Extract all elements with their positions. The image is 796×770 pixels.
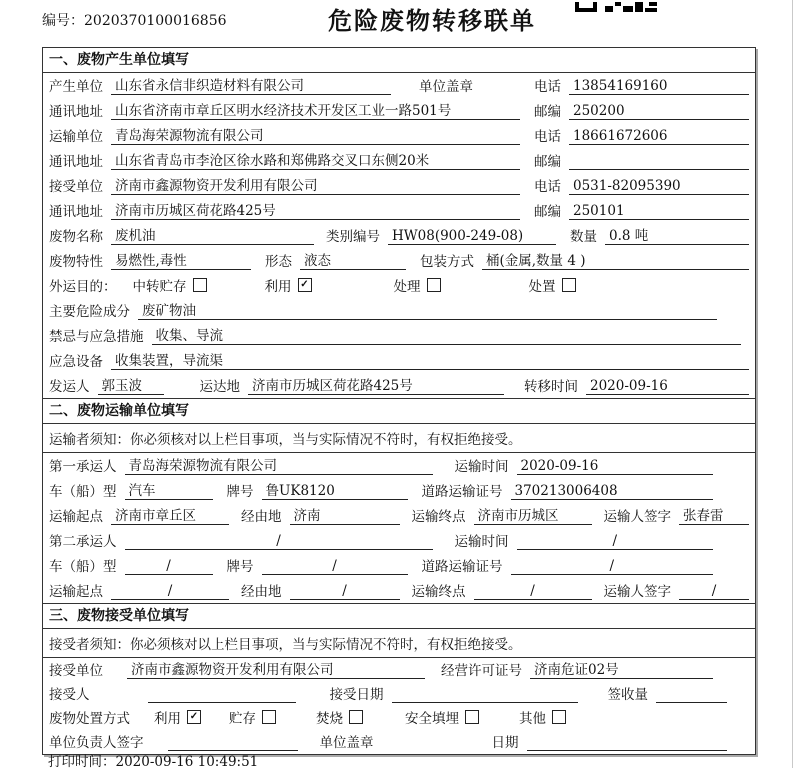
row-acceptor (43, 682, 755, 706)
vehicle1-value-field: 汽车 (125, 483, 213, 500)
addr2-label: 通讯地址 (49, 154, 103, 170)
vehicle1-label: 车（船）型 (49, 484, 117, 500)
license-value-field: 济南危证02号 (530, 662, 713, 679)
plate2-label: 牌号 (226, 559, 254, 575)
transfer-time-value-field: 2020-09-16 (586, 378, 749, 395)
plate2-value-field: / (262, 558, 408, 575)
row-route1 (43, 503, 755, 528)
transporter-sign1-value-field: 张春雷 (679, 508, 749, 525)
phone1-label: 电话 (534, 79, 561, 95)
page-title: 危险废物转移联单 (328, 6, 536, 35)
row-waste-name (43, 223, 755, 248)
row-transfer-purpose (43, 273, 755, 298)
row-receiver-address (43, 198, 755, 223)
row-receiver-unit (43, 173, 755, 198)
date-value-field (527, 750, 728, 751)
section3-header: 三、废物接受单位填写 (43, 603, 755, 629)
carrier-value-field: 青岛海荣源物流有限公司 (111, 128, 520, 145)
transfer-manifest-form (42, 47, 756, 755)
disposal-storage-checkbox (262, 710, 276, 724)
phone3-value-field: 0531-82095390 (569, 178, 749, 195)
quantity-value-field: 0.8 吨 (605, 228, 749, 245)
disposal-option-utilize (154, 707, 201, 727)
transporter-sign1-label: 运输人签字 (603, 509, 671, 525)
plate1-label: 牌号 (226, 484, 254, 500)
second-carrier-label: 第二承运人 (49, 534, 117, 550)
date-label: 日期 (491, 735, 519, 751)
via2-value-field: / (290, 583, 400, 600)
transporter-notice (43, 424, 755, 453)
receiving-unit-value-field: 济南市鑫源物资开发利用有限公司 (127, 662, 425, 679)
carrier-label: 运输单位 (49, 129, 103, 145)
row-producer-address (43, 98, 755, 123)
disposal-incinerate-checkbox (349, 710, 363, 724)
disposal-other-label: 其他 (519, 711, 546, 727)
waste-name-value-field: 废机油 (111, 228, 314, 245)
transfer-time-label: 转移时间 (524, 379, 578, 395)
equipment-label: 应急设备 (49, 354, 103, 370)
section1-header: 一、废物产生单位填写 (43, 48, 755, 73)
endpoint2-label: 运输终点 (411, 584, 466, 600)
purpose-utilize-label: 利用 (264, 279, 292, 295)
purpose-transit-storage-checkbox (193, 278, 207, 292)
vehicle2-value-field: / (125, 558, 213, 575)
unit-seal2-label: 单位盖章 (319, 735, 374, 751)
transporter-sign2-value-field: / (679, 583, 749, 600)
row-transport-unit (43, 123, 755, 148)
signed-amount-value-field (656, 702, 727, 703)
row-receiving-unit (43, 658, 755, 682)
purpose-option-treat (394, 275, 441, 295)
row-vehicle2 (43, 553, 755, 578)
purpose-transit-storage-label: 中转贮存 (132, 279, 187, 295)
phone2-value-field: 18661672606 (569, 128, 749, 145)
disposal-label: 废物处置方式 (49, 711, 130, 727)
purpose-dispose-checkbox (562, 278, 576, 292)
print-time-label: 打印时间： (48, 754, 116, 770)
print-time (48, 750, 258, 770)
receiver-notice-text: 你必须核对以上栏目事项，当与实际情况不符时，有权拒绝接受。 (130, 637, 522, 653)
qr-code-fragment (575, 0, 657, 16)
via1-label: 经由地 (241, 509, 282, 525)
row-first-carrier (43, 453, 755, 478)
origin2-label: 运输起点 (49, 584, 103, 600)
road-permit1-label: 道路运输证号 (421, 484, 503, 500)
zip1-value-field: 250200 (569, 103, 749, 120)
purpose-dispose-label: 处置 (528, 279, 556, 295)
destination-value-field: 济南市历城区荷花路425号 (248, 378, 504, 395)
acceptor-label: 接受人 (49, 687, 90, 703)
transporter-notice-label: 运输者须知： (49, 432, 130, 448)
row-waste-trait (43, 248, 755, 273)
print-time-value: 2020-09-16 10:49:51 (115, 754, 259, 770)
endpoint1-label: 运输终点 (411, 509, 466, 525)
license-label: 经营许可证号 (441, 663, 522, 679)
endpoint2-value-field: / (474, 583, 592, 600)
unit-seal-label: 单位盖章 (419, 79, 473, 95)
form-label: 形态 (265, 254, 292, 270)
document-number-label: 编号： (42, 13, 84, 29)
row-disposal-method (43, 706, 755, 730)
disposal-landfill-checkbox (465, 710, 479, 724)
addr3-value-field: 济南市历城区荷花路425号 (111, 203, 520, 220)
acceptor-value-field (148, 702, 296, 703)
signed-amount-label: 签收量 (607, 687, 648, 703)
via2-label: 经由地 (241, 584, 282, 600)
disposal-option-other (519, 707, 566, 727)
via1-value-field: 济南 (290, 508, 400, 525)
accept-date-value-field (392, 702, 578, 703)
disposal-landfill-label: 安全填埋 (405, 711, 459, 727)
disposal-incinerate-label: 焚烧 (316, 711, 343, 727)
purpose-option-transit-storage (133, 275, 207, 295)
disposal-option-landfill (405, 707, 479, 727)
packing-value-field: 桶(金属,数量 4 ) (482, 253, 749, 270)
zip2-value-field (569, 169, 749, 170)
receiver-value-field: 济南市鑫源物资开发利用有限公司 (111, 178, 520, 195)
category-label: 类别编号 (326, 229, 380, 245)
disposal-option-incinerate (316, 707, 363, 727)
receiver-notice-label: 接受者须知： (49, 637, 130, 653)
zip2-label: 邮编 (534, 154, 561, 170)
first-carrier-label: 第一承运人 (49, 459, 117, 475)
addr1-value-field: 山东省济南市章丘区明水经济技术开发区工业一路501号 (111, 103, 520, 120)
quantity-label: 数量 (570, 229, 597, 245)
first-carrier-value-field: 青岛海荣源物流有限公司 (125, 458, 433, 475)
vehicle2-label: 车（船）型 (49, 559, 117, 575)
row-emergency-equipment (43, 348, 755, 373)
phone2-label: 电话 (534, 129, 561, 145)
road-permit2-value-field: / (511, 558, 714, 575)
receiver-label: 接受单位 (49, 179, 103, 195)
receiving-unit-label: 接受单位 (49, 663, 103, 679)
disposal-other-checkbox (552, 710, 566, 724)
purpose-treat-label: 处理 (393, 279, 421, 295)
document-number (42, 10, 227, 30)
transport-time2-value-field: / (517, 533, 714, 550)
purpose-treat-checkbox (427, 278, 441, 292)
row-shipper (43, 373, 755, 398)
origin1-value-field: 济南市章丘区 (111, 508, 229, 525)
phone1-value-field: 13854169160 (569, 78, 749, 95)
plate1-value-field: 鲁UK8120 (262, 483, 408, 500)
producer-label: 产生单位 (49, 79, 103, 95)
second-carrier-value-field: / (125, 533, 433, 550)
disposal-option-storage (229, 707, 276, 727)
addr2-value-field: 山东省青岛市李沧区徐水路和郑佛路交叉口东侧20米 (111, 153, 520, 170)
transport-time1-label: 运输时间 (454, 459, 509, 475)
road-permit2-label: 道路运输证号 (421, 559, 503, 575)
accept-date-label: 接受日期 (329, 687, 384, 703)
row-producer (43, 73, 755, 98)
purpose-option-utilize (265, 275, 312, 295)
document-number-value: 2020370100016856 (84, 13, 227, 29)
transporter-notice-text: 你必须核对以上栏目事项，当与实际情况不符时，有权拒绝接受。 (130, 432, 522, 448)
phone3-label: 电话 (534, 179, 561, 195)
row-taboo-measures (43, 323, 755, 348)
row-vehicle1 (43, 478, 755, 503)
trait-value-field: 易燃性,毒性 (111, 253, 251, 270)
origin1-label: 运输起点 (49, 509, 103, 525)
form-value-field: 液态 (300, 253, 406, 270)
zip3-value-field: 250101 (569, 203, 749, 220)
hazard-label: 主要危险成分 (49, 304, 130, 320)
transport-time1-value-field: 2020-09-16 (517, 458, 714, 475)
disposal-utilize-label: 利用 (154, 711, 181, 727)
category-value-field: HW08(900-249-08) (388, 228, 556, 245)
receiver-notice (43, 629, 755, 658)
transporter-sign2-label: 运输人签字 (603, 584, 671, 600)
purpose-utilize-checkbox: ✓ (298, 278, 312, 292)
disposal-storage-label: 贮存 (229, 711, 256, 727)
row-hazard-component (43, 298, 755, 323)
packing-label: 包装方式 (420, 254, 474, 270)
waste-name-label: 废物名称 (49, 229, 103, 245)
purpose-option-dispose (529, 275, 576, 295)
trait-label: 废物特性 (49, 254, 103, 270)
endpoint1-value-field: 济南市历城区 (474, 508, 592, 525)
destination-label: 运达地 (199, 379, 240, 395)
producer-value-field: 山东省永信非织造材料有限公司 (111, 78, 391, 95)
hazard-value-field: 废矿物油 (138, 303, 717, 320)
taboo-value-field: 收集、导流 (152, 328, 742, 345)
purpose-label: 外运目的： (49, 279, 117, 295)
equipment-value-field: 收集装置，导流渠 (111, 353, 749, 370)
page-edge-divider (792, 0, 793, 768)
zip3-label: 邮编 (534, 204, 561, 220)
addr3-label: 通讯地址 (49, 204, 103, 220)
addr1-label: 通讯地址 (49, 104, 103, 120)
responsible-sign-label: 单位负责人签字 (49, 735, 144, 751)
shipper-label: 发运人 (49, 379, 90, 395)
row-route2 (43, 578, 755, 603)
road-permit1-value-field: 370213006408 (511, 483, 714, 500)
disposal-utilize-checkbox: ✓ (187, 710, 201, 724)
section2-header: 二、废物运输单位填写 (43, 398, 755, 424)
row-second-carrier (43, 528, 755, 553)
zip1-label: 邮编 (534, 104, 561, 120)
row-transport-address (43, 148, 755, 173)
shipper-value-field: 郭玉波 (98, 378, 164, 395)
origin2-value-field: / (111, 583, 229, 600)
transport-time2-label: 运输时间 (454, 534, 509, 550)
taboo-label: 禁忌与应急措施 (49, 329, 144, 345)
